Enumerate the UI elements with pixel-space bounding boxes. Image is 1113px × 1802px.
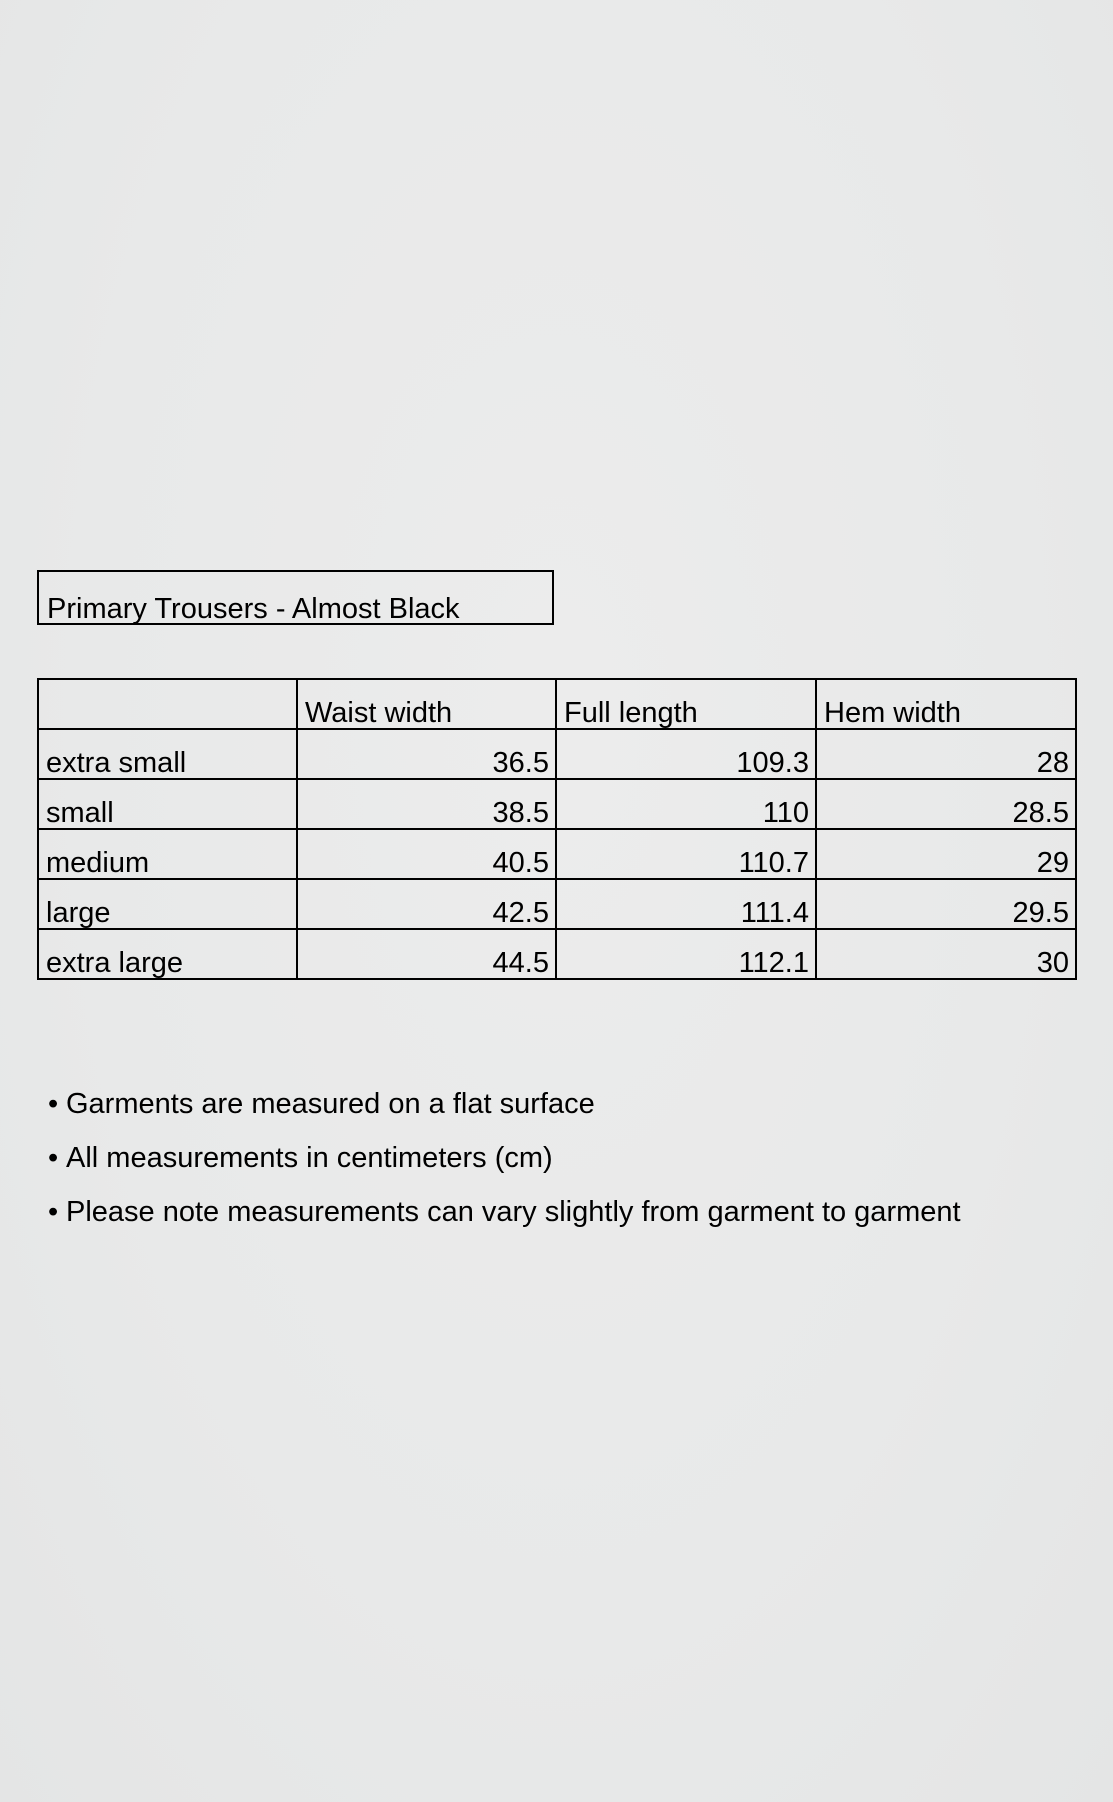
product-title: Primary Trousers - Almost Black xyxy=(47,593,460,625)
waist-width-value: 36.5 xyxy=(297,729,556,779)
waist-width-value: 40.5 xyxy=(297,829,556,879)
measurement-notes xyxy=(48,1077,961,1239)
hem-width-value: 29 xyxy=(816,829,1076,879)
list-item xyxy=(48,1185,961,1239)
size-chart-table xyxy=(37,678,1077,980)
note-text: All measurements in centimeters (cm) xyxy=(66,1142,553,1174)
title-box xyxy=(37,570,554,625)
note-text: Garments are measured on a flat surface xyxy=(66,1088,595,1120)
column-header-waist-width: Waist width xyxy=(297,679,556,729)
waist-width-value: 42.5 xyxy=(297,879,556,929)
list-item xyxy=(48,1131,961,1185)
size-label: small xyxy=(38,779,297,829)
hem-width-value: 29.5 xyxy=(816,879,1076,929)
hem-width-value: 30 xyxy=(816,929,1076,979)
table-row xyxy=(38,929,1076,979)
full-length-value: 112.1 xyxy=(556,929,816,979)
table-row xyxy=(38,829,1076,879)
full-length-value: 110 xyxy=(556,779,816,829)
bullet-icon: • xyxy=(48,1196,59,1228)
table-row xyxy=(38,729,1076,779)
full-length-value: 110.7 xyxy=(556,829,816,879)
waist-width-value: 44.5 xyxy=(297,929,556,979)
full-length-value: 111.4 xyxy=(556,879,816,929)
list-item xyxy=(48,1077,961,1131)
table-row xyxy=(38,779,1076,829)
hem-width-value: 28 xyxy=(816,729,1076,779)
table-corner-cell xyxy=(38,679,297,729)
waist-width-value: 38.5 xyxy=(297,779,556,829)
bullet-icon: • xyxy=(48,1088,59,1120)
table-row xyxy=(38,879,1076,929)
size-label: extra large xyxy=(38,929,297,979)
size-label: large xyxy=(38,879,297,929)
column-header-hem-width: Hem width xyxy=(816,679,1076,729)
hem-width-value: 28.5 xyxy=(816,779,1076,829)
note-text: Please note measurements can vary slightly from garment to garment xyxy=(66,1196,961,1228)
size-label: medium xyxy=(38,829,297,879)
bullet-icon: • xyxy=(48,1142,59,1174)
table-header-row xyxy=(38,679,1076,729)
full-length-value: 109.3 xyxy=(556,729,816,779)
size-label: extra small xyxy=(38,729,297,779)
column-header-full-length: Full length xyxy=(556,679,816,729)
